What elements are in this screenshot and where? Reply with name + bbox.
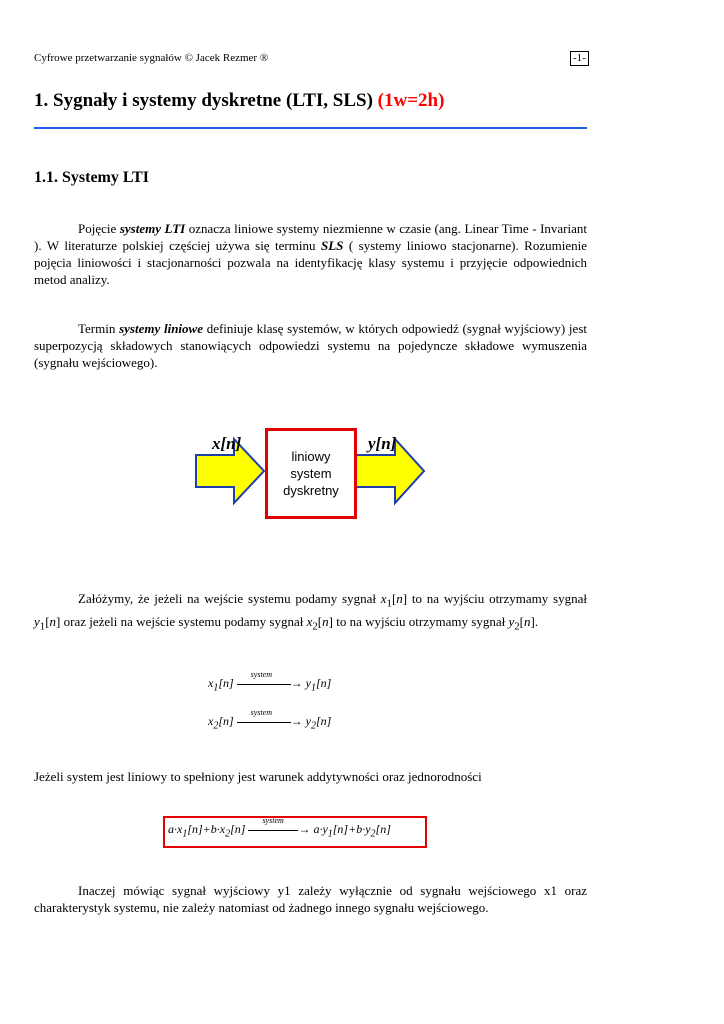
section-heading: 1.1. Systemy LTI [34, 169, 149, 186]
equation-x1-y1: $x_1[n]$ system → $y_1[n]$ [208, 670, 332, 694]
term-sls: SLS [320, 238, 344, 253]
system-box-line1: liniowy [291, 449, 331, 464]
system-box-line3: dyskretny [283, 483, 339, 498]
chapter-title [34, 90, 444, 112]
term-systemy-liniowe: systemy liniowe [119, 321, 203, 336]
title-rule [34, 127, 587, 129]
output-signal-label: y[n] [368, 434, 397, 453]
linearity-equation: $a\cdot x_1[n]+b\cdot x_2[n]$ system → $a\cdot y_1[n]+b\cdot y_2[n]$ [168, 816, 391, 840]
paragraph-assume: Załóżymy, że jeżeli na wejście systemu podamy sygnał $x_1[n]$ to na wyjściu otrzymamy sygnał $y_1[n]$ oraz jeżeli na wejście systemu podamy sygnał $x_2[n]$ to na wyjściu otrzymamy sygnał $y_2[n]$. [34, 591, 587, 633]
paragraph-condition: Jeżeli system jest liniowy to spełniony jest warunek addytywności oraz jednorodności [34, 769, 482, 784]
paragraph-conclusion: Inaczej mówiąc sygnał wyjściowy y1 zależy wyłącznie od sygnału wejściowego x1 oraz charakterystyk systemu, nie zależy natomiast od żadnego innego sygnału wejściowego. [34, 883, 587, 915]
page-number: -1- [570, 51, 589, 66]
chapter-hours: (1w=2h) [377, 90, 445, 111]
equation-x2-y2: $x_2[n]$ system → $y_2[n]$ [208, 708, 332, 732]
term-systemy-lti: systemy LTI [119, 221, 186, 236]
input-signal-label: x[n] [212, 434, 242, 453]
paragraph-linear: Termin systemy liniowe definiuje klasę systemów, w których odpowiedź (sygnał wyjściowy) jest superpozycją składowych stanowiących odpowiedzi systemu na pojedyncze składowe wymuszenia (sygnału wejściowego). [34, 321, 587, 370]
running-header: Cyfrowe przetwarzanie sygnałów © Jacek Rezmer ® [34, 52, 269, 64]
system-box-line2: system [290, 466, 332, 481]
chapter-title-text: 1. Sygnały i systemy dyskretne (LTI, SLS) [34, 90, 373, 111]
paragraph-lti: Pojęcie systemy LTI oznacza liniowe systemy niezmienne w czasie (ang. Linear Time - Invariant ). W literaturze polskiej częściej używa się terminu SLS ( systemy liniowo stacjonarne). Rozumienie pojęcia liniowości i stacjonarności pozwala na identyfikację klasy systemu i przyjęcie odpowiednich metod analizy. [34, 221, 587, 287]
system-box [265, 428, 357, 519]
